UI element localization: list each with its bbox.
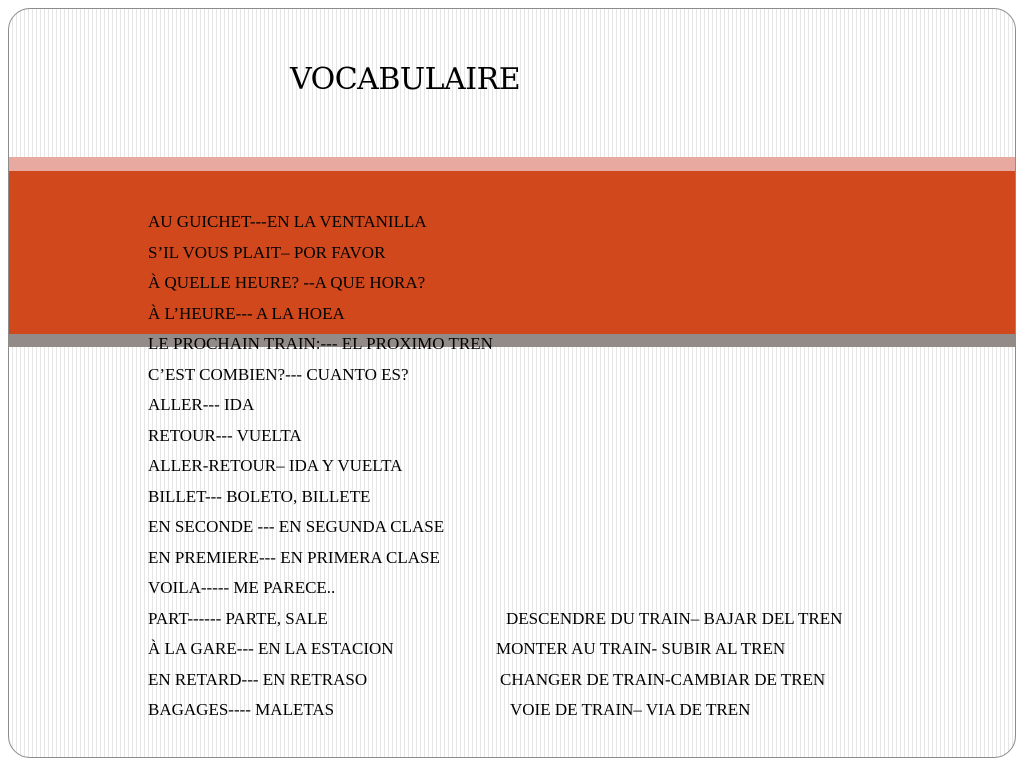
vocab-term: EN RETARD--- EN RETRASO — [148, 669, 368, 689]
vocab-term: À L’HEURE--- A LA HOEA — [148, 303, 345, 323]
vocab-term: RETOUR--- VUELTA — [148, 425, 302, 445]
slide-title: VOCABULAIRE — [290, 62, 521, 97]
vocab-term: AU GUICHET---EN LA VENTANILLA — [148, 212, 427, 231]
vocab-term: C’EST COMBIEN?--- CUANTO ES? — [148, 364, 409, 384]
vocab-term: PART------ PARTE, SALE — [148, 608, 328, 628]
vocab-term: BILLET--- BOLETO, BILLETE — [148, 486, 371, 506]
vocab-term: S’IL VOUS PLAIT– POR FAVOR — [148, 242, 386, 262]
vocab-term: BAGAGES---- MALETAS — [148, 700, 335, 719]
vocab-term: ALLER-RETOUR– IDA Y VUELTA — [148, 456, 403, 475]
vocab-term: ALLER--- IDA — [148, 395, 255, 414]
vocab-term: VOILA----- ME PARECE.. — [148, 578, 336, 597]
vocab-term: EN SECONDE --- EN SEGUNDA CLASE — [148, 517, 445, 536]
vocab-term: LE PROCHAIN TRAIN:--- EL PROXIMO TREN — [148, 334, 493, 353]
vocab-term-secondary: MONTER AU TRAIN- SUBIR AL TREN — [496, 639, 786, 658]
vocab-term: À LA GARE--- EN LA ESTACION — [148, 639, 394, 658]
vocab-term-secondary: CHANGER DE TRAIN-CAMBIAR DE TREN — [500, 669, 826, 689]
vocab-term: À QUELLE HEURE? --A QUE HORA? — [148, 273, 426, 292]
pink-accent-band — [9, 157, 1015, 171]
vocab-term: EN PREMIERE--- EN PRIMERA CLASE — [148, 547, 440, 567]
vocab-term-secondary: DESCENDRE DU TRAIN– BAJAR DEL TREN — [506, 608, 843, 628]
vocab-term-secondary: VOIE DE TRAIN– VIA DE TREN — [510, 700, 751, 719]
